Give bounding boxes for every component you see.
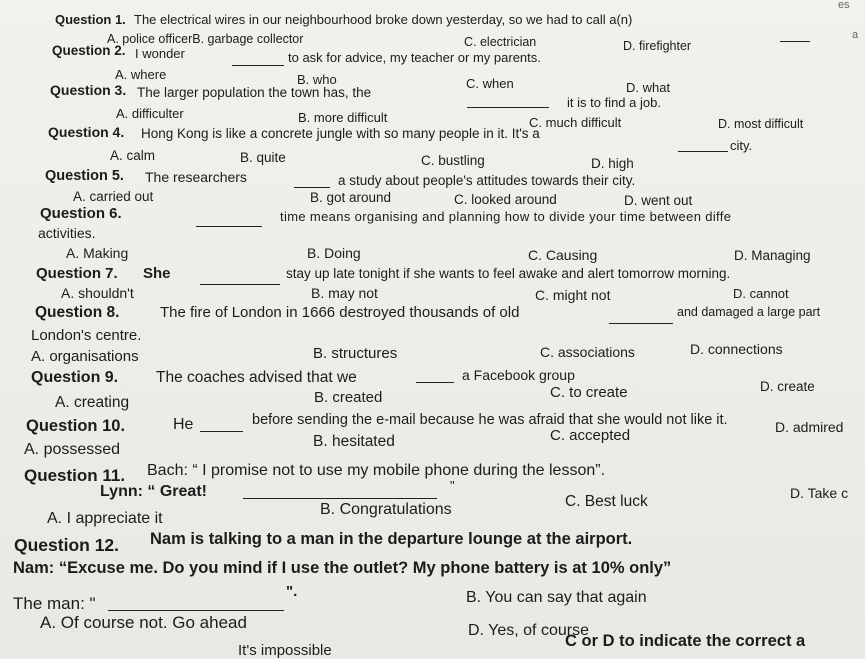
question-8-option-a: A. organisations xyxy=(31,348,139,365)
question-6-stem-line2: activities. xyxy=(38,225,96,241)
question-12-blank xyxy=(108,609,284,611)
question-11-label: Question 11. xyxy=(24,466,126,485)
question-7-option-b: B. may not xyxy=(311,285,378,301)
question-8-option-b: B. structures xyxy=(313,345,398,362)
question-11-option-c: C. Best luck xyxy=(565,493,648,510)
question-4-option-c: C. bustling xyxy=(421,153,485,168)
question-12-option-c-partial: It's impossible xyxy=(238,642,332,659)
question-1-blank xyxy=(780,40,810,42)
question-3-stem-pre: The larger population the town has, the xyxy=(137,85,372,100)
question-8-label: Question 8. xyxy=(35,304,120,321)
question-11-blank xyxy=(243,497,437,499)
question-9-stem-post: a Facebook group xyxy=(462,367,575,383)
question-8-stem-pre: The fire of London in 1666 destroyed thousands of old xyxy=(160,304,520,321)
question-2-stem-pre: I wonder xyxy=(135,46,185,61)
question-3-option-c: C. much difficult xyxy=(529,115,622,130)
question-9-option-c: C. to create xyxy=(550,384,628,401)
question-5-option-b: B. got around xyxy=(310,190,392,205)
question-11-option-b: B. Congratulations xyxy=(320,501,452,518)
question-12-option-d: D. Yes, of course xyxy=(468,622,589,639)
question-2-blank xyxy=(232,64,284,66)
question-9-label: Question 9. xyxy=(31,369,119,386)
question-12-option-b: B. You can say that again xyxy=(466,589,647,606)
instruction-fragment: C or D to indicate the correct a xyxy=(565,632,806,650)
question-5-stem-post: a study about people's attitudes towards their city. xyxy=(338,173,636,188)
question-12-stem: Nam is talking to a man in the departure lounge at the airport. xyxy=(150,530,633,548)
question-4-stem-post: city. xyxy=(730,138,753,153)
question-3-option-b: B. more difficult xyxy=(298,110,388,125)
question-11-option-d: D. Take c xyxy=(790,485,849,501)
question-4-option-b: B. quite xyxy=(240,150,286,165)
question-9-option-a: A. creating xyxy=(55,394,130,411)
question-7-label: Question 7. xyxy=(36,265,118,282)
edge-fragment: a xyxy=(852,29,859,41)
question-5-blank xyxy=(294,186,330,188)
question-4-blank xyxy=(678,150,728,152)
question-3-blank xyxy=(467,106,549,108)
question-5-label: Question 5. xyxy=(45,168,124,184)
question-9-option-d: D. create xyxy=(760,379,815,394)
question-10-option-c: C. accepted xyxy=(550,427,631,444)
question-6-stem-post: time means organising and planning how to divide your time between diffe xyxy=(280,209,732,224)
question-11-close-quote: " xyxy=(450,478,455,493)
question-1-stem: The electrical wires in our neighbourhood broke down yesterday, so we had to call a(n) xyxy=(134,12,633,27)
question-6-option-d: D. Managing xyxy=(734,248,811,263)
question-10-stem-pre: He xyxy=(173,416,194,433)
question-10-option-a: A. possessed xyxy=(24,441,121,458)
question-1-option-c: C. electrician xyxy=(464,35,537,49)
question-3-option-a: A. difficulter xyxy=(116,106,184,121)
question-8-option-d: D. connections xyxy=(690,341,783,357)
question-10-blank xyxy=(200,430,243,432)
question-9-blank xyxy=(416,381,454,383)
question-12-label: Question 12. xyxy=(14,535,120,555)
question-5-option-a: A. carried out xyxy=(73,189,154,204)
question-12-dialogue-line: Nam: “Excuse me. Do you mind if I use the outlet? My phone battery is at 10% only” xyxy=(13,559,672,577)
question-6-option-c: C. Causing xyxy=(528,247,598,263)
question-4-label: Question 4. xyxy=(48,124,125,140)
question-5-stem-pre: The researchers xyxy=(145,169,247,185)
question-2-option-b: B. who xyxy=(297,72,337,87)
question-1-label: Question 1. xyxy=(55,12,126,27)
question-2-label: Question 2. xyxy=(52,43,126,58)
question-7-stem-post: stay up late tonight if she wants to feel awake and alert tomorrow morning. xyxy=(286,266,731,281)
question-8-stem-line2: London's centre. xyxy=(31,327,142,344)
question-4-option-a: A. calm xyxy=(110,148,156,163)
question-2-stem-post: to ask for advice, my teacher or my parents. xyxy=(288,50,541,65)
question-6-blank xyxy=(196,225,262,227)
question-7-stem-pre: She xyxy=(143,265,171,282)
question-10-label: Question 10. xyxy=(26,417,126,435)
question-7-option-a: A. shouldn't xyxy=(61,285,134,301)
question-10-option-d: D. admired xyxy=(775,419,844,435)
question-12-option-a: A. Of course not. Go ahead xyxy=(40,613,247,632)
question-1-option-d: D. firefighter xyxy=(623,39,692,53)
question-8-option-c: C. associations xyxy=(540,344,635,360)
question-3-stem-post: it is to find a job. xyxy=(567,95,661,110)
question-7-option-c: C. might not xyxy=(535,287,611,303)
question-10-stem-post: before sending the e-mail because he was afraid that she would not like it. xyxy=(252,412,728,428)
question-5-option-d: D. went out xyxy=(624,193,693,208)
question-6-option-a: A. Making xyxy=(66,245,129,261)
question-4-option-d: D. high xyxy=(591,156,634,171)
question-12-speaker: The man: " xyxy=(13,594,96,613)
question-5-option-c: C. looked around xyxy=(454,192,557,207)
question-2-option-a: A. where xyxy=(115,67,167,82)
question-2-option-c: C. when xyxy=(466,76,514,91)
question-3-option-d: D. most difficult xyxy=(718,117,804,131)
question-9-stem-pre: The coaches advised that we xyxy=(156,369,357,386)
question-11-stem: Bach: “ I promise not to use my mobile phone during the lesson”. xyxy=(147,462,606,479)
question-1-option-a: A. police officerB. garbage collector xyxy=(107,32,304,46)
question-6-option-b: B. Doing xyxy=(307,245,361,261)
corner-fragment: es xyxy=(838,0,850,11)
question-7-option-d: D. cannot xyxy=(733,286,789,301)
question-6-label: Question 6. xyxy=(40,205,122,222)
question-4-stem-pre: Hong Kong is like a concrete jungle with so many people in it. It's a xyxy=(141,126,540,141)
question-8-stem-post: and damaged a large part xyxy=(677,305,821,319)
question-8-blank xyxy=(609,322,673,324)
question-11-speaker: Lynn: “ Great! xyxy=(100,483,207,500)
question-10-option-b: B. hesitated xyxy=(313,433,395,450)
question-11-option-a: A. I appreciate it xyxy=(47,510,163,527)
question-12-close-quote: ". xyxy=(286,583,298,600)
question-9-option-b: B. created xyxy=(314,389,383,406)
question-7-blank xyxy=(200,283,280,285)
question-2-option-d: D. what xyxy=(626,80,671,95)
question-3-label: Question 3. xyxy=(50,82,127,98)
